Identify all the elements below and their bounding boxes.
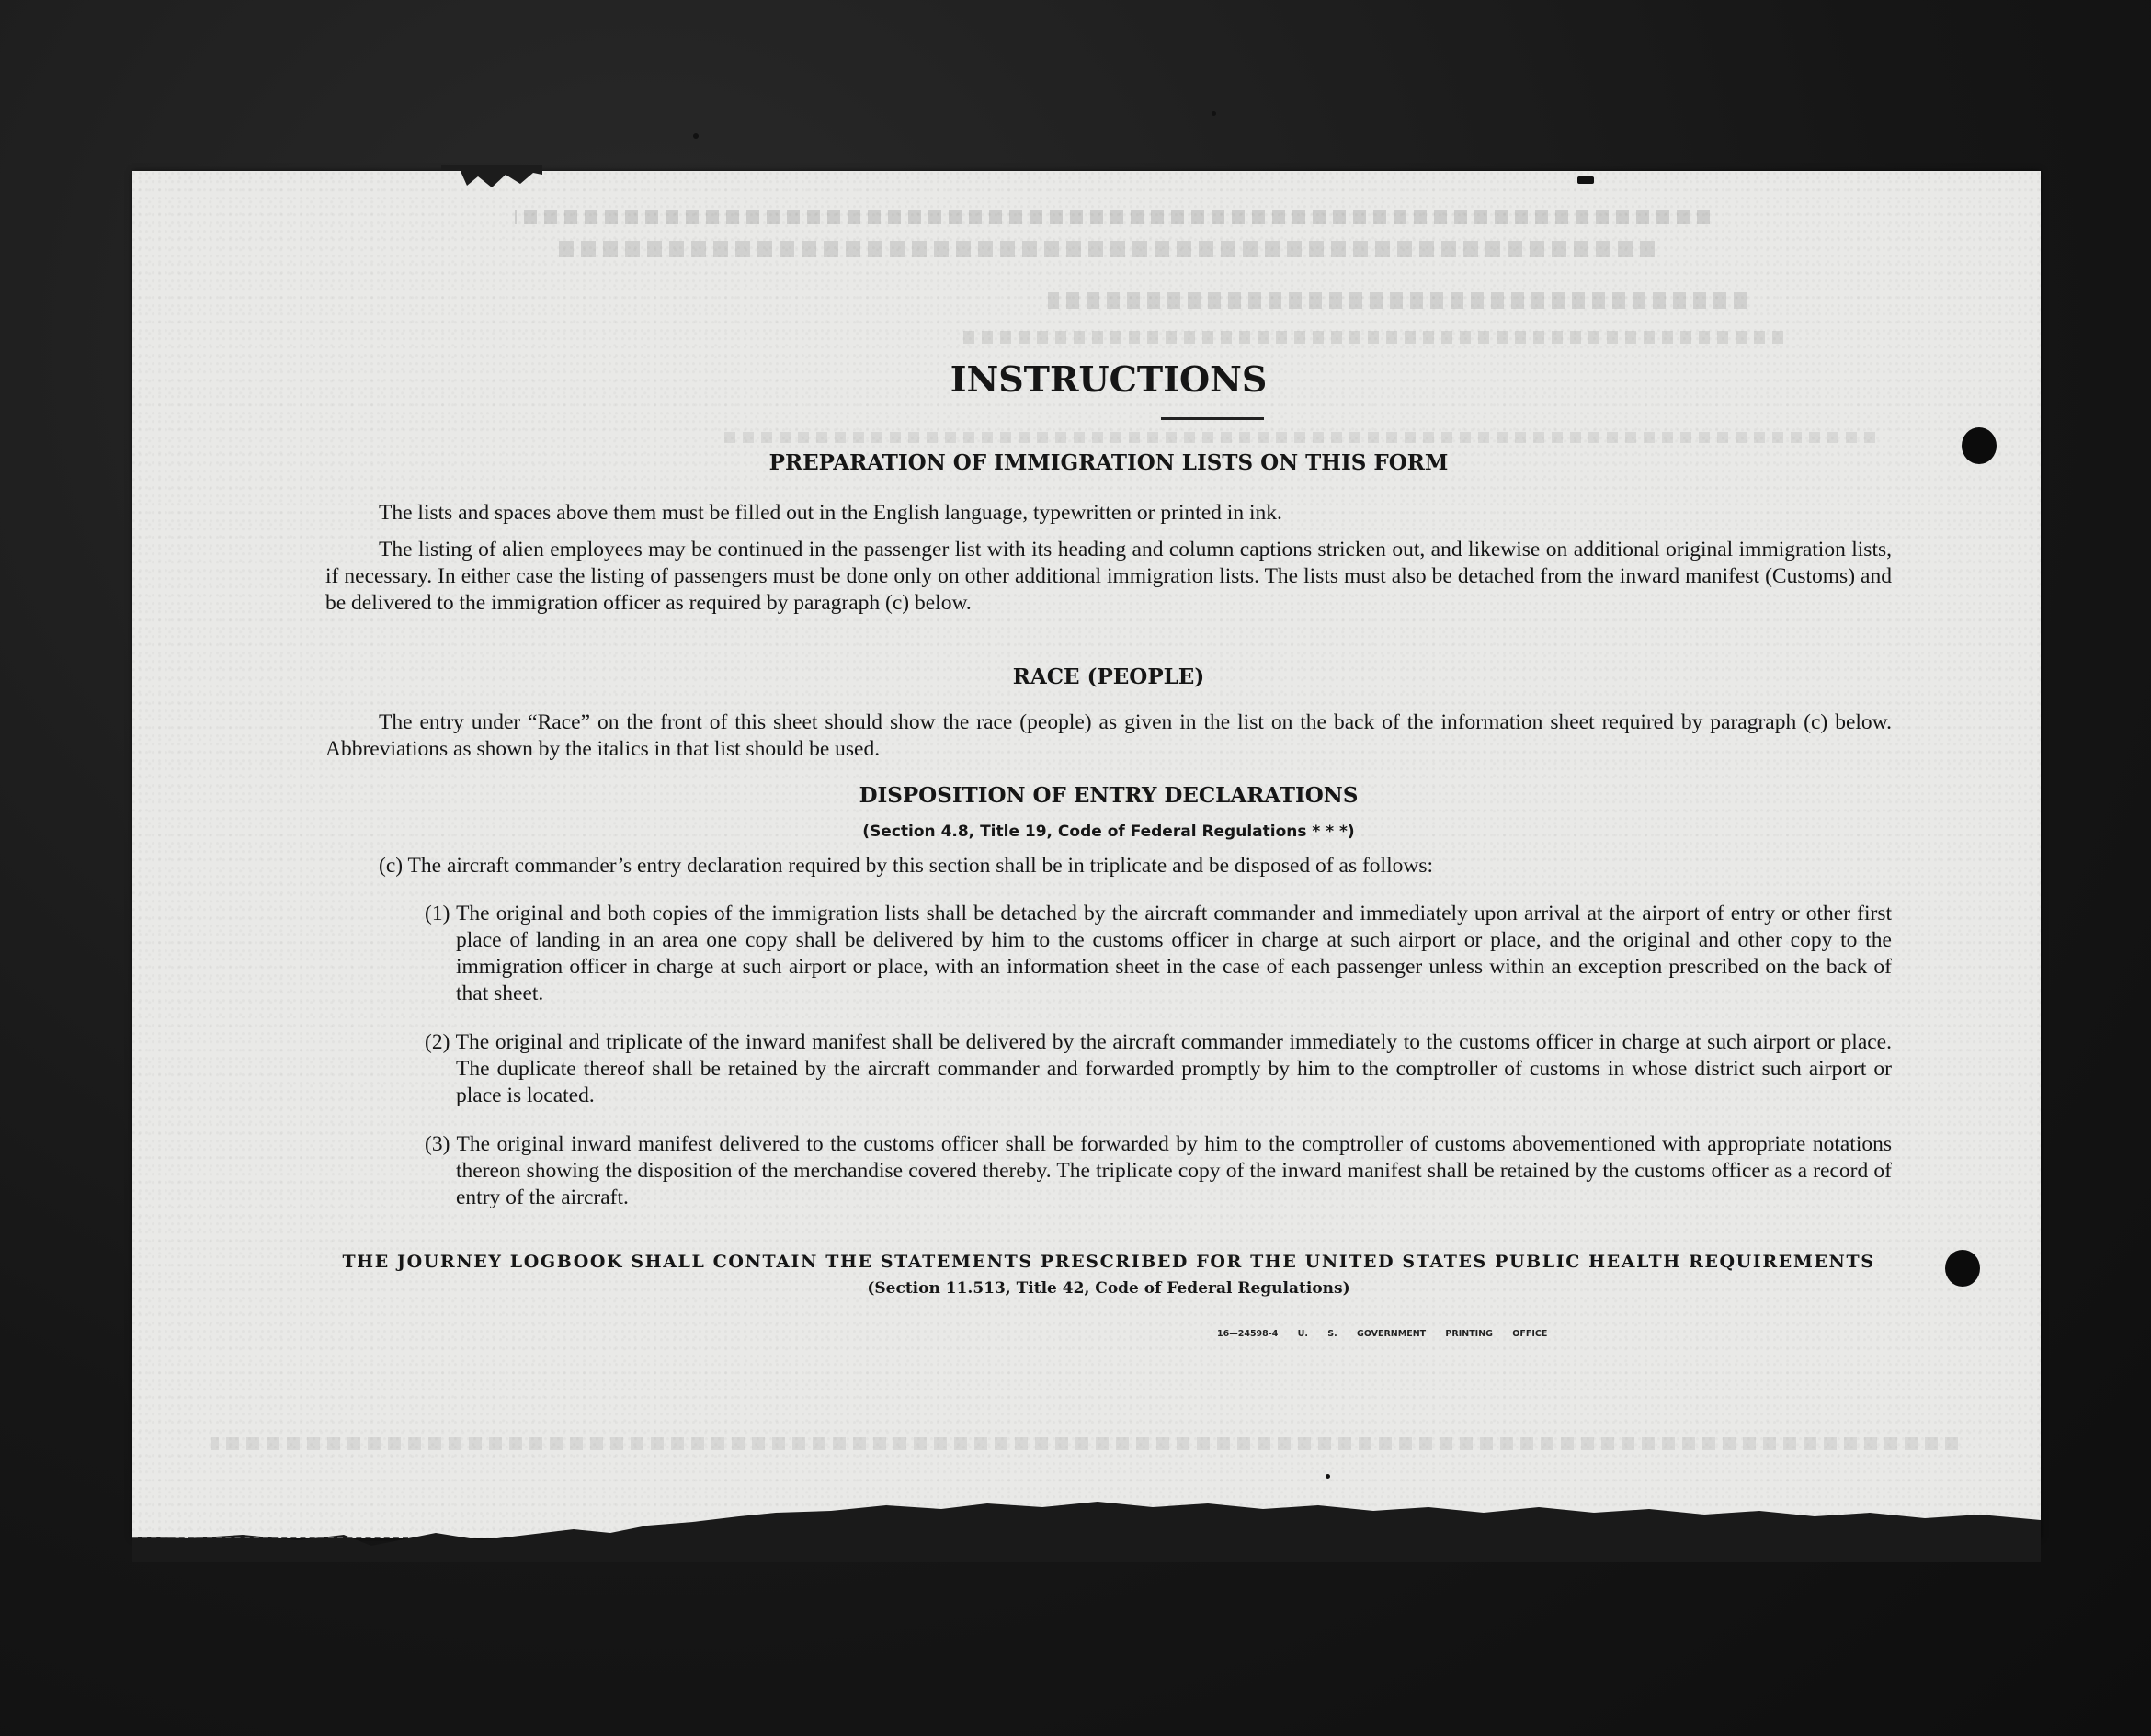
paragraph-preparation-2: The listing of alien employees may be continued in the passenger list with its heading and column captions stricken out, and likewise on additional original immigration lists, if necessary. In either case the listing of passengers must be done only on other additional immigration lists. The lists must also be detached from the inward manifest (Customs) and be delivered to the immigration officer as required by paragraph (c) below. xyxy=(325,538,1892,615)
section-heading-disposition: DISPOSITION OF ENTRY DECLARATIONS xyxy=(859,783,1359,808)
section-heading-race: RACE (PEOPLE) xyxy=(1012,664,1205,689)
punch-hole-top xyxy=(1962,427,1997,464)
section-citation-disposition: (Section 4.8, Title 19, Code of Federal Regulations * * *) xyxy=(862,823,1355,841)
footer-citation: (Section 11.513, Title 42, Code of Federal Regulations) xyxy=(867,1279,1350,1298)
speck xyxy=(1577,176,1594,184)
speck xyxy=(1326,1474,1330,1479)
torn-paper-notch xyxy=(441,165,542,211)
speck xyxy=(1212,111,1216,116)
printing-office-imprint: 16—24598-4 U. S. GOVERNMENT PRINTING OFFICE xyxy=(1217,1329,1548,1339)
section-heading-preparation: PREPARATION OF IMMIGRATION LISTS ON THIS FORM xyxy=(768,450,1449,475)
paragraph-c-intro: (c) The aircraft commander’s entry declaration required by this section shall be in triplicate and be disposed of as follows: xyxy=(379,854,1433,878)
list-item: (2) The original and triplicate of the inward manifest shall be delivered by the aircraft commander immediately to the customs officer in charge at such airport or place. The duplicate thereof shall be retained by the aircraft commander and forwarded promptly by him to the comptroller of customs in whose district such airport or place is located. xyxy=(425,1030,1892,1107)
footer-statement: THE JOURNEY LOGBOOK SHALL CONTAIN THE STATEMENTS PRESCRIBED FOR THE UNITED STATES PUBLIC HEALTH REQUIREMENTS xyxy=(342,1252,1875,1272)
paragraph-race: The entry under “Race” on the front of this sheet should show the race (people) as given in the list on the back of the information sheet required by paragraph (c) below. Abbreviations as shown by the italics in that list should be used. xyxy=(325,710,1892,761)
paragraph-preparation-1: The lists and spaces above them must be filled out in the English language, typewritten or printed in ink. xyxy=(379,501,1282,525)
page-title: INSTRUCTIONS xyxy=(950,358,1268,400)
list-item: (3) The original inward manifest delivered to the customs officer shall be forwarded by him to the comptroller of customs abovementioned with appropriate notations thereon showing the disposition of the merchandise covered thereby. The triplicate copy of the inward manifest shall be retained by the customs officer as a record of entry of the aircraft. xyxy=(425,1132,1892,1209)
title-underline xyxy=(1161,417,1264,420)
perforation-line xyxy=(132,1537,408,1538)
speck xyxy=(693,133,699,139)
punch-hole-bottom xyxy=(1945,1250,1980,1287)
list-item: (1) The original and both copies of the immigration lists shall be detached by the aircraft commander and immediately upon arrival at the airport of entry or other first place of landing in an area one copy shall be delivered by him to the customs officer in charge at such airport or place, and the original and other copy to the immigration officer in charge at such airport or place, with an information sheet in the case of each passenger unless within an exception prescribed on the back of that sheet. xyxy=(425,902,1892,1005)
